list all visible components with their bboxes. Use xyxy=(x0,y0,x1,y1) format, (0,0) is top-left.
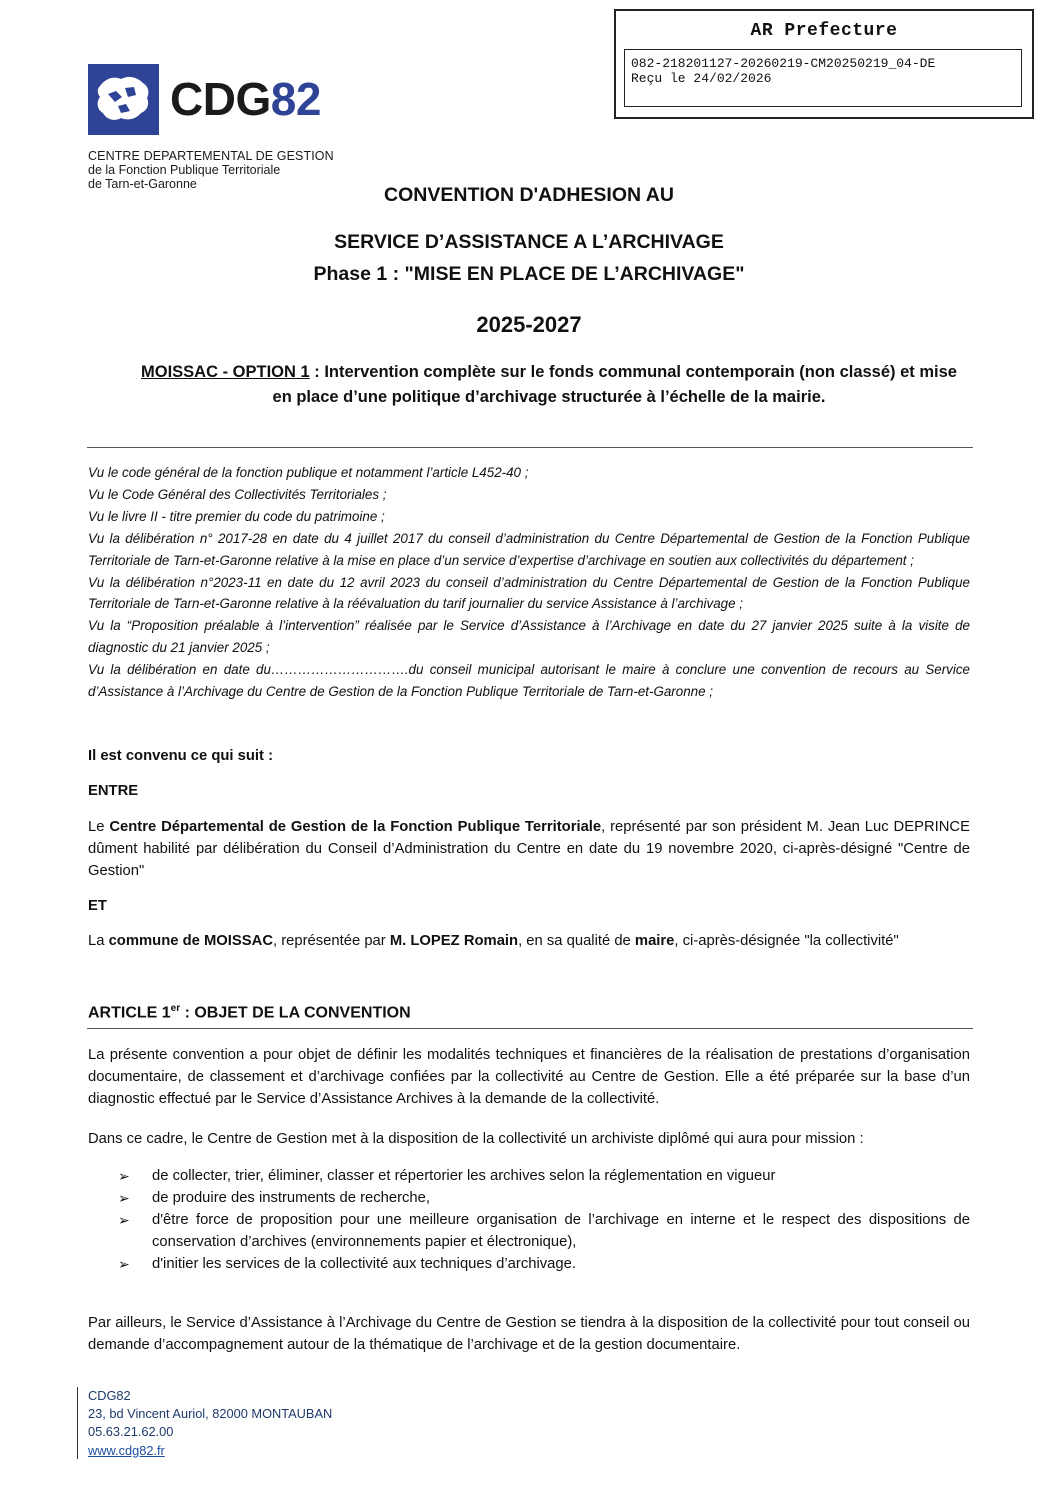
party2-rest: , ci-après-désignée "la collectivité" xyxy=(674,933,899,949)
mission-list xyxy=(118,1166,970,1276)
vu-item: Vu le code général de la fonction publique et notamment l’article L452-40 ; xyxy=(88,465,529,480)
vu-item: Vu la délibération en date du………………………….du conseil municipal autorisant le maire à conclure une convention de recours au Service d’Assistance à l’Archivage du Centre de Gestion de la Fonction Publique Territoriale de Tarn-et-Garonne ; xyxy=(88,662,970,700)
years-title: 2025-2027 xyxy=(476,312,582,337)
cdg82-wordmark xyxy=(170,71,321,127)
phase-title: Phase 1 : "MISE EN PLACE DE L’ARCHIVAGE" xyxy=(313,263,745,285)
article-1-prefix: ARTICLE 1 xyxy=(88,1004,171,1022)
header-divider xyxy=(87,447,973,448)
footer-divider xyxy=(77,1387,78,1459)
article-1-underline xyxy=(87,1028,973,1029)
vu-item: Vu le livre II - titre premier du code du patrimoine ; xyxy=(88,508,385,524)
list-item-text: de collecter, trier, éliminer, classer et répertorier les archives selon la réglementation en vigueur xyxy=(152,1168,776,1184)
party2-representative: M. LOPEZ Romain xyxy=(389,933,519,949)
footer-website-link[interactable]: www.cdg82.fr xyxy=(88,1442,165,1458)
footer-name: CDG82 xyxy=(88,1388,131,1403)
party2-prefix: La xyxy=(88,933,109,949)
party-two-paragraph xyxy=(88,931,970,953)
party1-prefix: Le xyxy=(88,819,110,835)
service-title: SERVICE D’ASSISTANCE A L’ARCHIVAGE xyxy=(334,231,724,253)
option-label: MOISSAC - OPTION 1 xyxy=(141,363,310,381)
list-item xyxy=(118,1254,970,1276)
stamp-title: AR Prefecture xyxy=(750,21,898,41)
footer-address: 23, bd Vincent Auriol, 82000 MONTAUBAN xyxy=(88,1406,333,1422)
party2-mid1: , représentée par xyxy=(273,933,390,949)
entre-heading: ENTRE xyxy=(88,783,139,799)
arrow-bullet-icon: ➢ xyxy=(118,1168,130,1184)
convenu-heading: Il est convenu ce qui suit : xyxy=(88,748,273,764)
option-text-line1: : Intervention complète sur le fonds communal contemporain (non classé) et mise xyxy=(309,363,957,381)
party1-rest: , représenté par son président M. Jean Luc DEPRINCE dûment habilité par délibération du Conseil d’Administration du Centre en date du 19 novembre 2020, ci-après-désigné "Centre de Gestion" xyxy=(88,819,970,879)
option-description xyxy=(100,360,998,410)
logo-sub-line3: de Tarn-et-Garonne xyxy=(88,177,197,191)
vu-item: Vu la “Proposition préalable à l’intervention” réalisée par le Service d’Assistance à l’Archivage en date du 27 janvier 2025 suite à la visite de diagnostic du 21 janvier 2025 ; xyxy=(88,618,970,656)
wordmark-cdg: CDG xyxy=(170,73,271,125)
party1-name: Centre Départemental de Gestion de la Fonction Publique Territoriale xyxy=(109,819,602,835)
article-1-title: : OBJET DE LA CONVENTION xyxy=(180,1004,411,1022)
ar-prefecture-stamp xyxy=(614,9,1034,119)
list-item-text: de produire des instruments de recherche, xyxy=(152,1189,431,1206)
cdg82-logo-icon xyxy=(88,64,159,135)
arrow-bullet-icon: ➢ xyxy=(118,1255,130,1272)
footer-contact xyxy=(88,1387,332,1460)
stamp-details xyxy=(624,49,1022,107)
et-heading: ET xyxy=(88,898,107,914)
article-1-paragraph-2: Dans ce cadre, le Centre de Gestion met à la disposition de la collectivité un archiviste diplômé qui aura pour mission : xyxy=(88,1131,864,1147)
article-1-paragraph-1: La présente convention a pour objet de définir les modalités techniques et financières de la réalisation de prestations d’organisation documentaire, de classement et d’archivage confiées par la collectivité au Centre de Gestion. Elle a été préparée sur la base d’un diagnostic effectué par le Service d’Assistance Archives à la demande de la collectivité. xyxy=(88,1047,970,1107)
list-item-text: d'être force de proposition pour une meilleure organisation de l’archivage en interne et le respect des dispositions de conservation d’archives (environnements papier et électronique), xyxy=(152,1211,970,1250)
wordmark-82: 82 xyxy=(270,73,321,125)
option-text-line2: en place d’une politique d’archivage structurée à l’échelle de la mairie. xyxy=(272,388,826,406)
stamp-received-date: Reçu le 24/02/2026 xyxy=(631,71,772,86)
logo-sub-line2: de la Fonction Publique Territoriale xyxy=(88,163,281,177)
list-item xyxy=(118,1166,970,1188)
article-1-paragraph-3: Par ailleurs, le Service d’Assistance à l’Archivage du Centre de Gestion se tiendra à la disposition de la collectivité pour tout conseil ou demande d’accompagnement autour de la thématique de l’archivage et de la gestion documentaire. xyxy=(88,1315,970,1353)
logo-sub-line1: CENTRE DEPARTEMENTAL DE GESTION xyxy=(88,149,334,163)
vu-item: Vu la délibération n°2023-11 en date du 12 avril 2023 du conseil d’administration du Centre Départemental de Gestion de la Fonction Publique Territoriale de Tarn-et-Garonne relative à la réévaluation du tarif journalier du service Assistance à l’archivage ; xyxy=(88,574,970,612)
stamp-reference: 082-218201127-20260219-CM20250219_04-DE xyxy=(631,56,936,71)
footer-phone: 05.63.21.62.00 xyxy=(88,1424,174,1440)
list-item-text: d'initier les services de la collectivité aux techniques d’archivage. xyxy=(152,1255,576,1272)
party-one-paragraph xyxy=(88,817,970,883)
article-1-heading xyxy=(88,1003,411,1022)
party2-mid2: , en sa qualité de xyxy=(518,933,635,949)
document-title: CONVENTION D'ADHESION AU xyxy=(384,184,674,206)
arrow-bullet-icon: ➢ xyxy=(118,1211,130,1228)
legal-references xyxy=(88,462,970,703)
list-item xyxy=(118,1188,970,1210)
arrow-bullet-icon: ➢ xyxy=(118,1189,130,1206)
list-item xyxy=(118,1210,970,1254)
article-1-sup: er xyxy=(170,1003,181,1014)
vu-item: Vu la délibération n° 2017-28 en date du 4 juillet 2017 du conseil d’administration du Centre Départemental de Gestion de la Fonction Publique Territoriale de Tarn-et-Garonne relative à la mise en place d’un service d’expertise d’archivage en soutien aux collectivités du département ; xyxy=(88,530,970,568)
party2-role: maire xyxy=(634,933,675,949)
vu-item: Vu le Code Général des Collectivités Territoriales ; xyxy=(88,486,387,502)
party2-commune: commune de MOISSAC xyxy=(108,933,274,949)
